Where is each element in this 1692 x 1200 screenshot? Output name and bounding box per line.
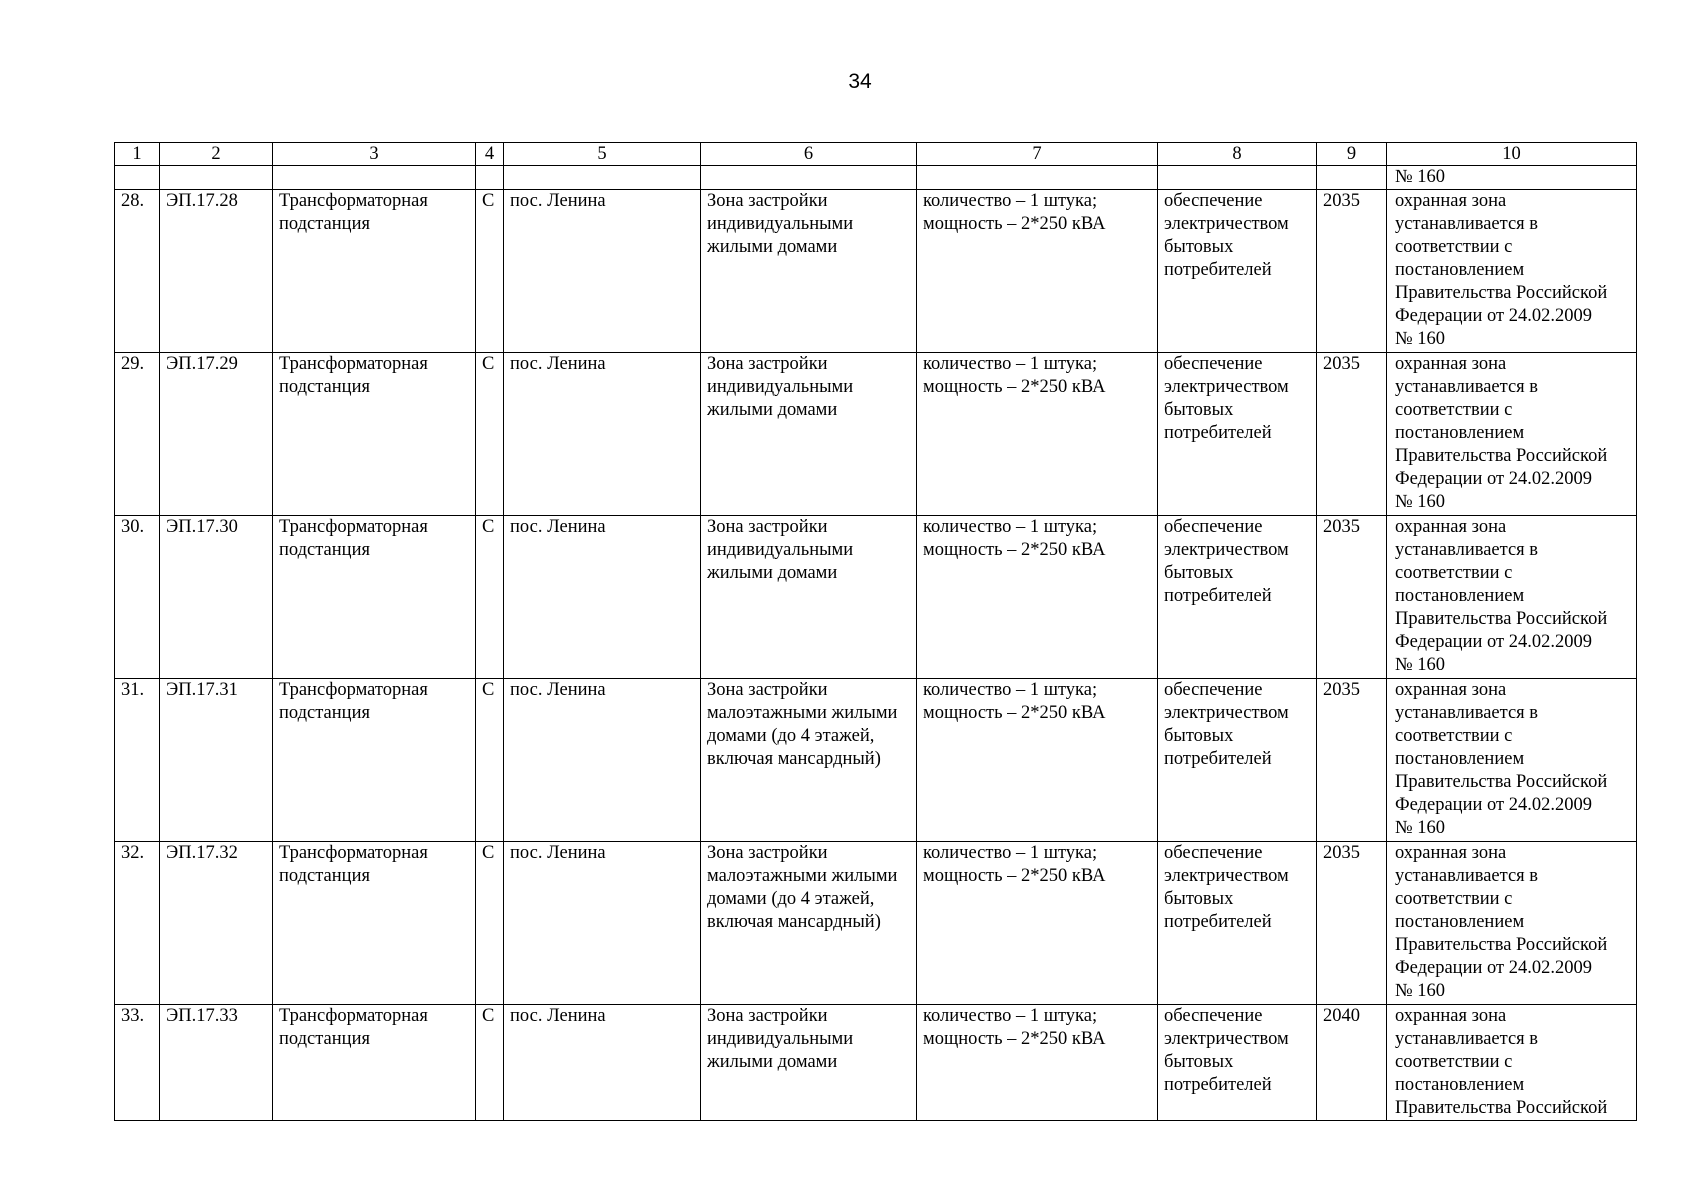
row-number: 32.: [115, 842, 160, 1005]
note-line: постановлением: [1395, 260, 1525, 280]
column-header: 4: [476, 143, 504, 166]
object-purpose: обеспечение электричеством бытовых потребителей: [1158, 842, 1317, 1005]
note-line: Правительства Российской: [1395, 772, 1608, 792]
note-line: № 160: [1395, 492, 1446, 512]
note-line: устанавливается в: [1395, 214, 1539, 234]
note-line: № 160: [1395, 655, 1446, 675]
note-line: постановлением: [1395, 1075, 1525, 1095]
note-line: охранная зона: [1395, 1006, 1507, 1026]
object-characteristics: количество – 1 штука; мощность – 2*250 кВА: [917, 516, 1158, 679]
note-line: охранная зона: [1395, 517, 1507, 537]
table-row: [115, 353, 1637, 516]
table-cell: [917, 166, 1158, 190]
object-status: С: [476, 353, 504, 516]
column-header: 2: [160, 143, 273, 166]
note-line: соответствии с: [1395, 400, 1513, 420]
object-purpose: обеспечение электричеством бытовых потребителей: [1158, 516, 1317, 679]
object-note: [1387, 353, 1637, 516]
object-purpose: обеспечение электричеством бытовых потребителей: [1158, 679, 1317, 842]
table-cell: [160, 166, 273, 190]
note-line: соответствии с: [1395, 726, 1513, 746]
object-location: пос. Ленина: [504, 842, 701, 1005]
object-status: С: [476, 842, 504, 1005]
object-zone: Зона застройки малоэтажными жилыми домами (до 4 этажей, включая мансардный): [701, 842, 917, 1005]
object-location: пос. Ленина: [504, 679, 701, 842]
table-row: [115, 1005, 1637, 1121]
page-number: 34: [848, 70, 872, 93]
note-line: постановлением: [1395, 912, 1525, 932]
object-location: пос. Ленина: [504, 1005, 701, 1121]
note-line: охранная зона: [1395, 843, 1507, 863]
object-code: ЭП.17.32: [160, 842, 273, 1005]
object-characteristics: количество – 1 штука; мощность – 2*250 кВА: [917, 353, 1158, 516]
note-line: соответствии с: [1395, 1052, 1513, 1072]
note-line: Федерации от 24.02.2009: [1395, 632, 1592, 652]
note-line: устанавливается в: [1395, 540, 1539, 560]
object-location: пос. Ленина: [504, 516, 701, 679]
object-zone: Зона застройки индивидуальными жилыми домами: [701, 190, 917, 353]
object-status: С: [476, 1005, 504, 1121]
object-location: пос. Ленина: [504, 353, 701, 516]
table-cell: [1317, 166, 1387, 190]
note-line: Федерации от 24.02.2009: [1395, 795, 1592, 815]
object-name: Трансформаторная подстанция: [273, 353, 476, 516]
column-header: 3: [273, 143, 476, 166]
note-line: постановлением: [1395, 586, 1525, 606]
column-header: 10: [1387, 143, 1637, 166]
column-header: 9: [1317, 143, 1387, 166]
object-characteristics: количество – 1 штука; мощность – 2*250 кВА: [917, 190, 1158, 353]
note-line: Федерации от 24.02.2009: [1395, 306, 1592, 326]
object-characteristics: количество – 1 штука; мощность – 2*250 кВА: [917, 679, 1158, 842]
object-code: ЭП.17.31: [160, 679, 273, 842]
object-purpose: обеспечение электричеством бытовых потребителей: [1158, 1005, 1317, 1121]
object-code: ЭП.17.30: [160, 516, 273, 679]
note-line: устанавливается в: [1395, 1029, 1539, 1049]
column-header: 1: [115, 143, 160, 166]
object-status: С: [476, 516, 504, 679]
note-line: № 160: [1395, 818, 1446, 838]
object-year: 2035: [1317, 190, 1387, 353]
note-line: Правительства Российской: [1395, 446, 1608, 466]
note-line: устанавливается в: [1395, 377, 1539, 397]
column-header: 6: [701, 143, 917, 166]
object-year: 2035: [1317, 516, 1387, 679]
note-line: устанавливается в: [1395, 866, 1539, 886]
table-cell: [273, 166, 476, 190]
object-status: С: [476, 679, 504, 842]
table-cell: [504, 166, 701, 190]
object-code: ЭП.17.28: [160, 190, 273, 353]
object-name: Трансформаторная подстанция: [273, 679, 476, 842]
object-zone: Зона застройки индивидуальными жилыми домами: [701, 1005, 917, 1121]
object-year: 2035: [1317, 353, 1387, 516]
object-name: Трансформаторная подстанция: [273, 842, 476, 1005]
note-line: постановлением: [1395, 749, 1525, 769]
table-cell: [476, 166, 504, 190]
table-row: [115, 190, 1637, 353]
note-line: Правительства Российской: [1395, 609, 1608, 629]
table-cell: [701, 166, 917, 190]
object-zone: Зона застройки индивидуальными жилыми домами: [701, 516, 917, 679]
object-note: [1387, 679, 1637, 842]
note-line: соответствии с: [1395, 563, 1513, 583]
table-cell: [1158, 166, 1317, 190]
column-header: 7: [917, 143, 1158, 166]
object-status: С: [476, 190, 504, 353]
row-number: 29.: [115, 353, 160, 516]
continuation-note: № 160: [1387, 166, 1637, 190]
object-code: ЭП.17.33: [160, 1005, 273, 1121]
object-purpose: обеспечение электричеством бытовых потребителей: [1158, 190, 1317, 353]
note-line: Правительства Российской: [1395, 935, 1608, 955]
row-number: 30.: [115, 516, 160, 679]
note-line: охранная зона: [1395, 354, 1507, 374]
row-number: 33.: [115, 1005, 160, 1121]
note-line: устанавливается в: [1395, 703, 1539, 723]
note-line: постановлением: [1395, 423, 1525, 443]
object-zone: Зона застройки индивидуальными жилыми домами: [701, 353, 917, 516]
object-characteristics: количество – 1 штука; мощность – 2*250 кВА: [917, 1005, 1158, 1121]
object-code: ЭП.17.29: [160, 353, 273, 516]
note-line: Правительства Российской: [1395, 1098, 1608, 1118]
object-year: 2035: [1317, 842, 1387, 1005]
object-characteristics: количество – 1 штука; мощность – 2*250 кВА: [917, 842, 1158, 1005]
infrastructure-table: [114, 142, 1637, 1121]
continuation-row: [115, 166, 1637, 190]
table-row: [115, 516, 1637, 679]
object-name: Трансформаторная подстанция: [273, 1005, 476, 1121]
note-line: охранная зона: [1395, 191, 1507, 211]
object-zone: Зона застройки малоэтажными жилыми домами (до 4 этажей, включая мансардный): [701, 679, 917, 842]
row-number: 31.: [115, 679, 160, 842]
note-line: соответствии с: [1395, 889, 1513, 909]
note-line: № 160: [1395, 329, 1446, 349]
object-note: [1387, 190, 1637, 353]
table-cell: [115, 166, 160, 190]
object-year: 2040: [1317, 1005, 1387, 1121]
object-name: Трансформаторная подстанция: [273, 190, 476, 353]
object-year: 2035: [1317, 679, 1387, 842]
object-note: [1387, 1005, 1637, 1121]
object-note: [1387, 516, 1637, 679]
object-purpose: обеспечение электричеством бытовых потребителей: [1158, 353, 1317, 516]
table-row: [115, 679, 1637, 842]
note-line: Федерации от 24.02.2009: [1395, 469, 1592, 489]
note-line: Федерации от 24.02.2009: [1395, 958, 1592, 978]
note-line: охранная зона: [1395, 680, 1507, 700]
column-header: 8: [1158, 143, 1317, 166]
object-note: [1387, 842, 1637, 1005]
header-row: [115, 143, 1637, 166]
note-line: № 160: [1395, 981, 1446, 1001]
row-number: 28.: [115, 190, 160, 353]
note-line: соответствии с: [1395, 237, 1513, 257]
column-header: 5: [504, 143, 701, 166]
note-line: Правительства Российской: [1395, 283, 1608, 303]
table-row: [115, 842, 1637, 1005]
object-name: Трансформаторная подстанция: [273, 516, 476, 679]
object-location: пос. Ленина: [504, 190, 701, 353]
